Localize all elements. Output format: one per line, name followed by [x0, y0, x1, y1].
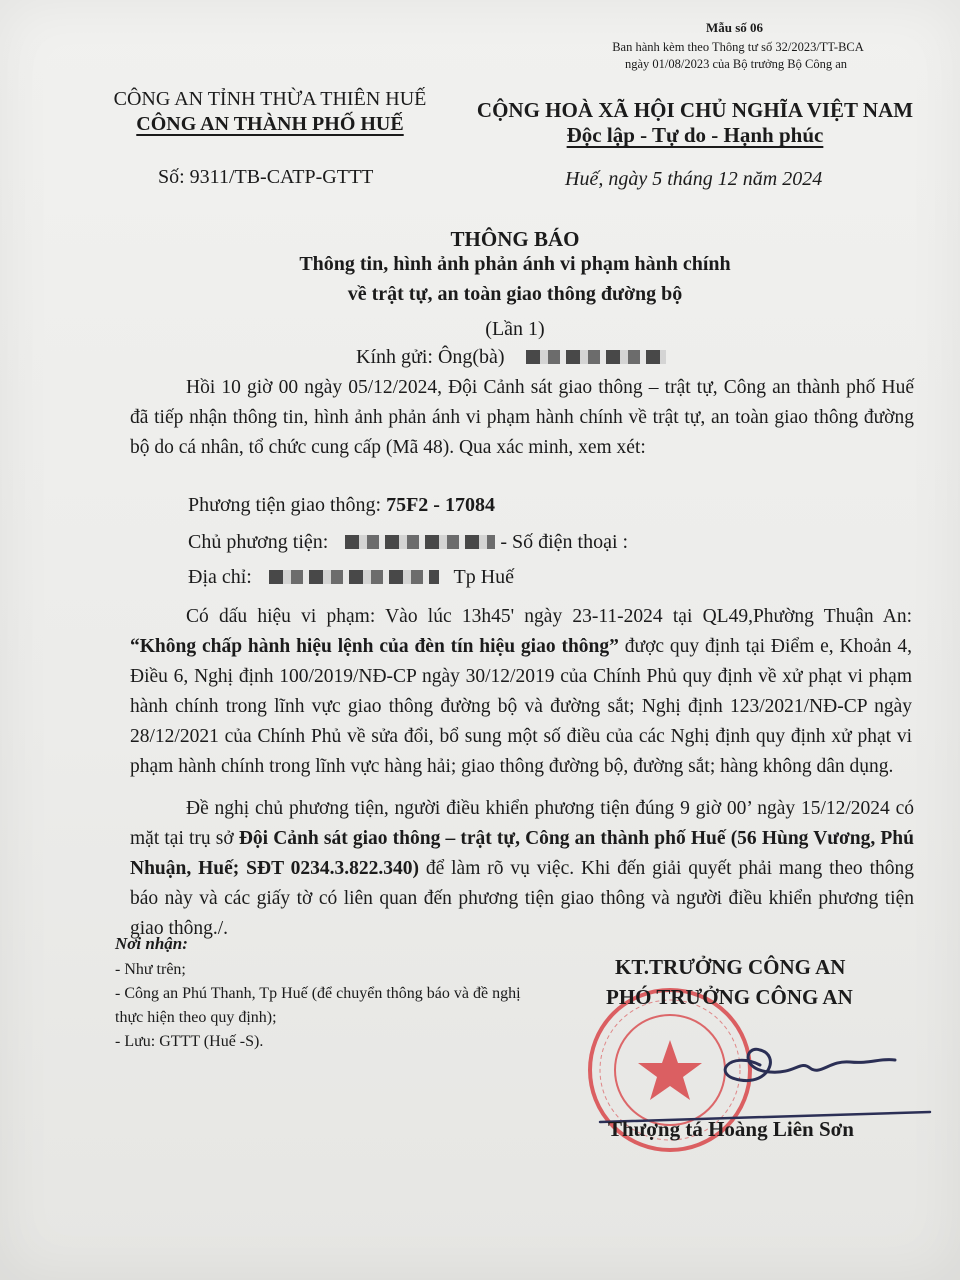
issuer-unit: CÔNG AN THÀNH PHỐ HUẾ	[136, 113, 404, 135]
form-ref-line1: Ban hành kèm theo Thông tư số 32/2023/TT-BCA	[612, 40, 864, 54]
recipient-item: - Công an Phú Thanh, Tp Huế (để chuyển thông báo và đề nghị thực hiện theo quy định);	[115, 985, 521, 1026]
issuer-parent: CÔNG AN TỈNH THỪA THIÊN HUẾ	[113, 88, 427, 110]
redacted-address	[269, 570, 439, 584]
recipient-item: - Lưu: GTTT (Huế -S).	[115, 1033, 264, 1050]
redacted-owner	[345, 535, 495, 549]
recipient-item: - Như trên;	[115, 961, 186, 978]
form-ref-line2: ngày 01/08/2023 của Bộ trưởng Bộ Công an	[624, 57, 848, 71]
place-date: Huế, ngày 5 tháng 12 năm 2024	[565, 168, 823, 190]
paragraph-intro: Hồi 10 giờ 00 ngày 05/12/2024, Đội Cảnh sát giao thông – trật tự, Công an thành phố Huế đã tiếp nhận thông tin, hình ảnh phản ánh vi phạm hành chính về trật tự, an toàn giao thông đường bộ do cá nhân, tổ chức cung cấp (Mã 48). Qua xác minh, xem xét:	[130, 377, 914, 458]
document-number: Số: 9311/TB-CATP-GTTT	[158, 166, 374, 188]
doc-title: THÔNG BÁO	[450, 227, 580, 251]
doc-subtitle-2: về trật tự, an toàn giao thông đường bộ	[347, 283, 683, 305]
addressee: Kính gửi: Ông(bà)	[356, 346, 666, 369]
vehicle-line: Phương tiện giao thông: 75F2 - 17084	[188, 494, 495, 516]
paragraph-request: Đề nghị chủ phương tiện, người điều khiển phương tiện đúng 9 giờ 00’ ngày 15/12/2024 có mặt tại trụ sở Đội Cảnh sát giao thông – trật tự, Công an thành phố Huế (56 Hùng Vương, Phú Nhuận, Huế; SĐT 0234.3.822.340) để làm rõ vụ việc. Khi đến giải quyết phải mang theo thông báo này và các giấy tờ có liên quan đến phương tiện giao thông và người điều khiển phương tiện giao thông./.	[130, 798, 914, 939]
handwritten-signature	[700, 1030, 900, 1100]
recipients-heading: Nơi nhận:	[115, 934, 188, 953]
address-line: Địa chỉ: Tp Huế	[188, 566, 515, 588]
signer-name: Thượng tá Hoàng Liên Sơn	[608, 1117, 854, 1141]
recipients-list	[115, 958, 525, 1054]
doc-round: (Lần 1)	[485, 318, 545, 340]
signature-title-2: PHÓ TRƯỞNG CÔNG AN	[606, 985, 853, 1009]
form-number: Mẫu số 06	[706, 20, 764, 35]
redacted-name	[526, 350, 666, 364]
nation-motto: Độc lập - Tự do - Hạnh phúc	[566, 123, 824, 147]
signature-title-1: KT.TRƯỞNG CÔNG AN	[615, 955, 846, 979]
owner-line: Chủ phương tiện: - Số điện thoại :	[188, 531, 629, 553]
doc-subtitle-1: Thông tin, hình ảnh phản ánh vi phạm hành chính	[299, 253, 731, 275]
paragraph-violation: Có dấu hiệu vi phạm: Vào lúc 13h45' ngày 23-11-2024 tại QL49,Phường Thuận An: “Không chấp hành hiệu lệnh của đèn tín hiệu giao thông” được quy định tại Điểm e, Khoản 4, Điều 6, Nghị định 100/2019/NĐ-CP ngày 30/12/2019 của Chính Phủ quy định về xử phạt vi phạm hành chính trong lĩnh vực giao thông đường bộ và đường sắt; Nghị định 123/2021/NĐ-CP ngày 28/12/2021 của Chính Phủ về sửa đổi, bổ sung một số điều của các Nghị định quy định xử phạt vi phạm hành chính trong lĩnh vực hàng hải; giao thông đường bộ, đường sắt; hàng không dân dụng.	[130, 606, 912, 777]
vehicle-plate: 75F2 - 17084	[386, 494, 495, 516]
nation-name: CỘNG HOÀ XÃ HỘI CHỦ NGHĨA VIỆT NAM	[476, 98, 914, 122]
